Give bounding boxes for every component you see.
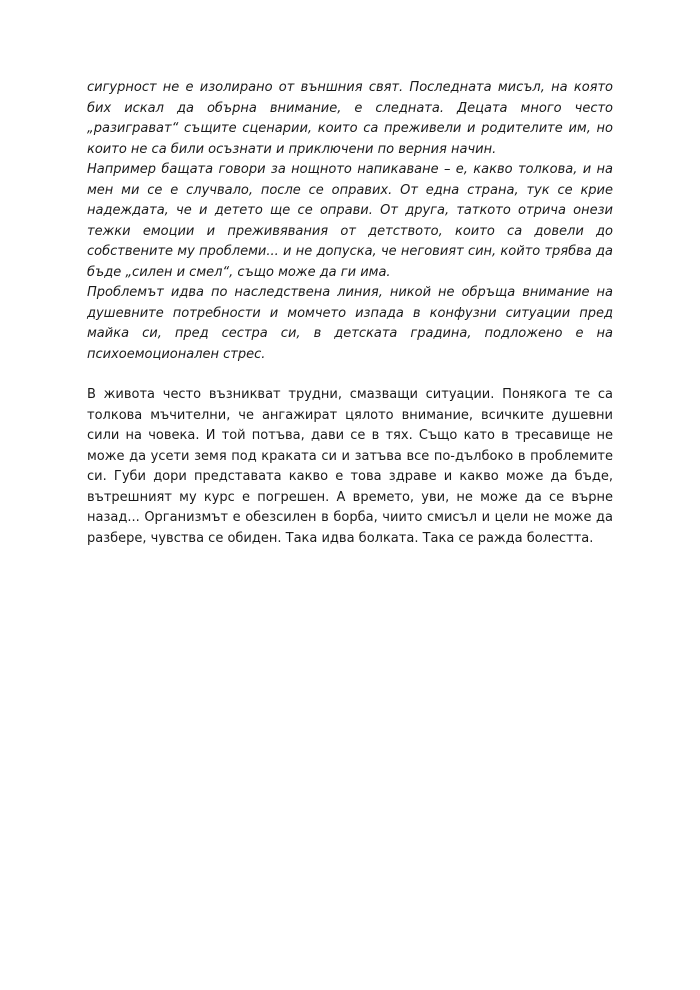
paragraph-father-example: Например бащата говори за нощното напикаване – е, какво толкова, и на мен ми се е случвало, после се оправих. От една страна, тук се крие надеждата, че и детето ще се оправи. От друга, таткото отрича онези тежки емоции и преживявания от детството, които са довели до собствените му проблеми... и не допуска, че неговият син, който трябва да бъде „силен и смел“, също може да ги има. (87, 162, 613, 280)
paragraph-hereditary-problem: Проблемът идва по наследствена линия, никой не обръща внимание на душевните потребности и момчето изпада в конфузни ситуации пред майка си, пред сестра си, в детската градина, подложено е на психоемоционален стрес. (87, 285, 613, 362)
page-content (87, 78, 613, 549)
paragraph-difficult-situations: В живота често възникват трудни, смазващи ситуации. Понякога те са толкова мъчителни, че ангажират цялото внимание, всичките душевни сили на човека. И той потъва, дави се в тях. Също като в тресавище не може да усети земя под краката си и затъва все по-дълбоко в проблемите си. Губи дори представата какво е това здраве и какво може да бъде, вътрешният му курс е погрешен. А времето, уви, не може да се върне назад... Организмът е обезсилен в борба, чиито смисъл и цели не може да разбере, чувства се обиден. Така идва болката. Така се ражда болестта. (87, 387, 613, 546)
italic-text-block (87, 78, 613, 365)
plain-text-block (87, 385, 613, 549)
paragraph-inherited-scenarios: сигурност не е изолирано от външния свят. Последната мисъл, на която бих искал да обърна внимание, е следната. Децата много често „разиграват“ същите сценарии, които са преживели и родителите им, но които не са били осъзнати и приключени по верния начин. (87, 80, 613, 157)
